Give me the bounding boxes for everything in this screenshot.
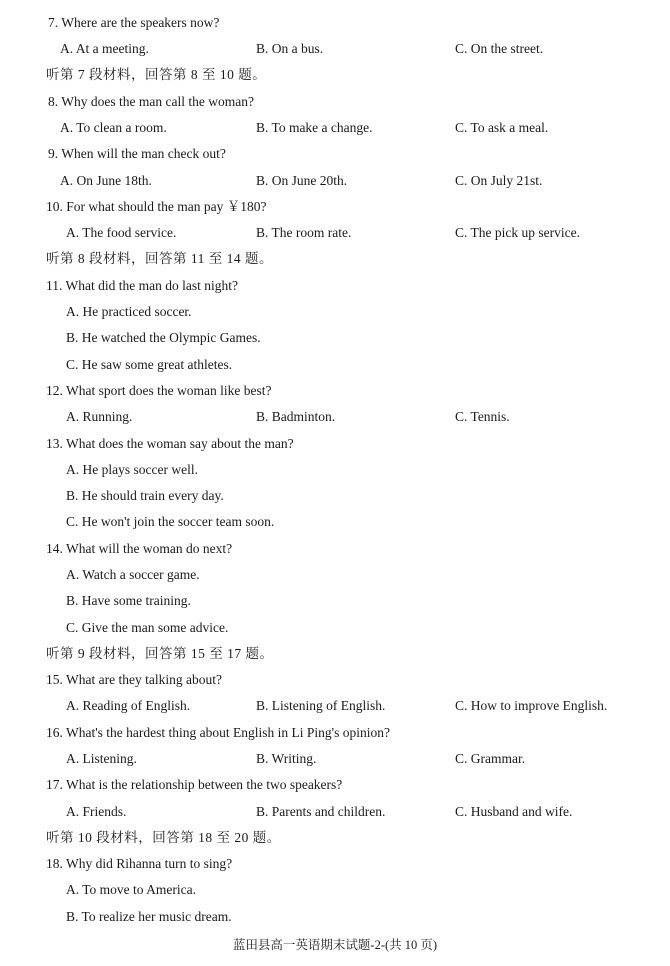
option-18b: B. To realize her music dream.: [66, 909, 232, 924]
question-12: 12. What sport does the woman like best?: [46, 383, 272, 398]
option-9a: A. On June 18th.: [60, 173, 152, 188]
option-11a: A. He practiced soccer.: [66, 304, 192, 319]
section-heading-10: 听第 10 段材料，回答第 18 至 20 题。: [46, 830, 281, 845]
option-14a: A. Watch a soccer game.: [66, 567, 200, 582]
question-14: 14. What will the woman do next?: [46, 541, 233, 556]
option-13c: C. He won't join the soccer team soon.: [66, 514, 275, 529]
question-15: 15. What are they talking about?: [46, 672, 222, 687]
option-14b: B. Have some training.: [66, 593, 191, 608]
option-17a: A. Friends.: [66, 804, 127, 819]
page-footer: 蓝田县高一英语期末试题-2-(共 10 页): [232, 938, 438, 952]
option-15c: C. How to improve English.: [455, 698, 608, 713]
question-9: 9. When will the man check out?: [48, 146, 226, 161]
section-heading-8: 听第 8 段材料，回答第 11 至 14 题。: [46, 251, 273, 266]
option-17b: B. Parents and children.: [256, 804, 386, 819]
option-9c: C. On July 21st.: [455, 173, 543, 188]
option-11c: C. He saw some great athletes.: [66, 357, 233, 372]
option-13b: B. He should train every day.: [66, 488, 224, 503]
option-8a: A. To clean a room.: [60, 120, 167, 135]
section-heading-7: 听第 7 段材料，回答第 8 至 10 题。: [46, 67, 267, 82]
option-16b: B. Writing.: [256, 751, 317, 766]
question-11: 11. What did the man do last night?: [46, 278, 238, 293]
option-12a: A. Running.: [66, 409, 133, 424]
option-7c: C. On the street.: [455, 41, 544, 56]
option-7a: A. At a meeting.: [60, 41, 149, 56]
option-11b: B. He watched the Olympic Games.: [66, 330, 261, 345]
option-8c: C. To ask a meal.: [455, 120, 549, 135]
question-13: 13. What does the woman say about the man?: [46, 436, 294, 451]
question-16: 16. What's the hardest thing about English in Li Ping's opinion?: [46, 725, 390, 740]
option-14c: C. Give the man some advice.: [66, 620, 229, 635]
question-18: 18. Why did Rihanna turn to sing?: [46, 856, 233, 871]
option-15b: B. Listening of English.: [256, 698, 386, 713]
section-heading-9: 听第 9 段材料，回答第 15 至 17 题。: [46, 646, 274, 661]
option-15a: A. Reading of English.: [66, 698, 191, 713]
option-7b: B. On a bus.: [256, 41, 324, 56]
option-16a: A. Listening.: [66, 751, 137, 766]
question-7: 7. Where are the speakers now?: [48, 15, 220, 30]
option-8b: B. To make a change.: [256, 120, 373, 135]
option-17c: C. Husband and wife.: [455, 804, 573, 819]
question-10: 10. For what should the man pay ￥180?: [46, 199, 267, 214]
option-10b: B. The room rate.: [256, 225, 352, 240]
option-10a: A. The food service.: [66, 225, 177, 240]
option-9b: B. On June 20th.: [256, 173, 348, 188]
option-18a: A. To move to America.: [66, 882, 197, 897]
question-8: 8. Why does the man call the woman?: [48, 94, 254, 109]
option-10c: C. The pick up service.: [455, 225, 580, 240]
option-12b: B. Badminton.: [256, 409, 336, 424]
option-13a: A. He plays soccer well.: [66, 462, 198, 477]
option-16c: C. Grammar.: [455, 751, 526, 766]
option-12c: C. Tennis.: [455, 409, 510, 424]
question-17: 17. What is the relationship between the two speakers?: [46, 777, 343, 792]
